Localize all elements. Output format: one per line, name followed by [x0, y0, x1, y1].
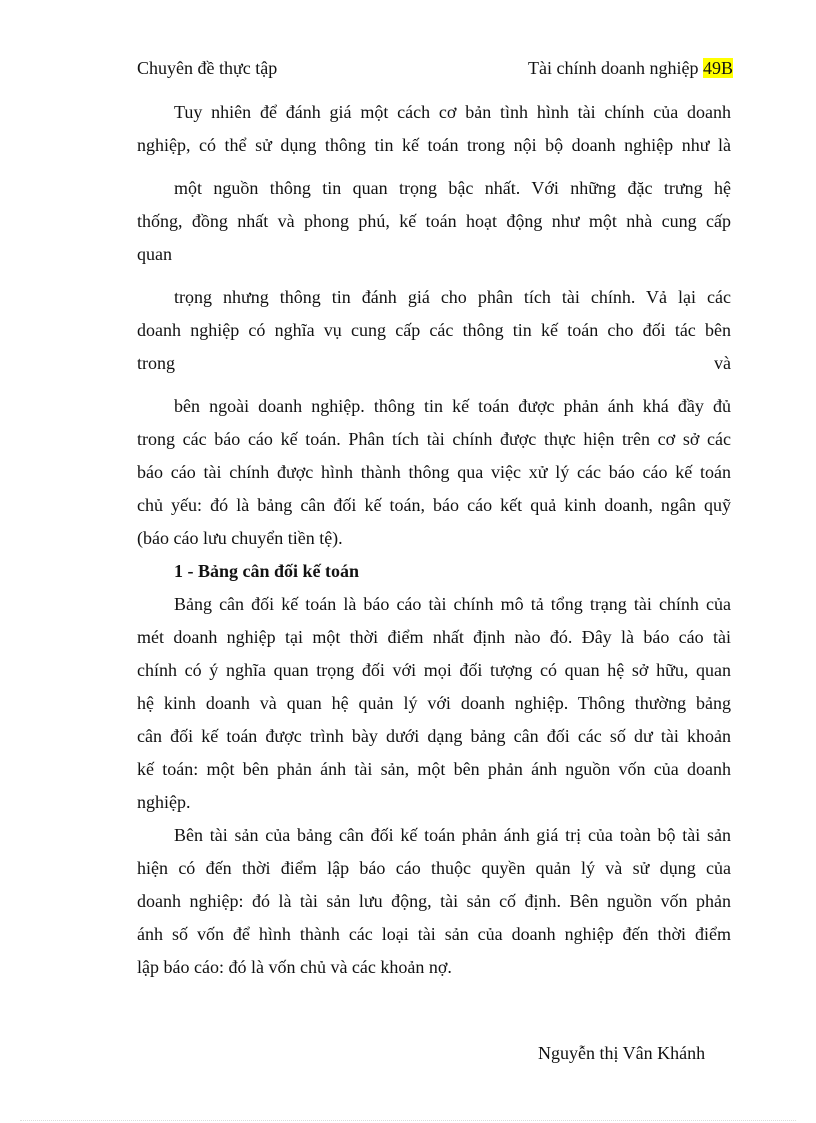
text-line: Bảng cân đối kế toán là báo cáo tài chính mô tả tổng trạng tài chính của	[174, 594, 731, 614]
text-line: quan	[137, 244, 172, 264]
section-heading: 1 - Bảng cân đối kế toán	[174, 561, 360, 581]
text-line: (báo cáo lưu chuyển tiền tệ).	[137, 528, 343, 548]
document-body	[137, 98, 731, 986]
text-line: doanh nghiệp có nghĩa vụ cung cấp các thông tin kế toán cho đối tác bên	[137, 320, 731, 340]
text-line: nghiệp, có thể sử dụng thông tin kế toán trong nội bộ doanh nghiệp như là	[137, 135, 731, 155]
text-line: thống, đồng nhất và phong phú, kế toán hoạt động như một nhà cung cấp	[137, 211, 731, 231]
text-line: bên ngoài doanh nghiệp. thông tin kế toán được phản ánh khá đầy đủ	[174, 396, 731, 416]
text-line: ánh số vốn để hình thành các loại tài sản của doanh nghiệp đến thời điểm	[137, 924, 731, 944]
text-line: mét doanh nghiệp tại một thời điểm nhất định nào đó. Đây là báo cáo tài	[137, 627, 731, 647]
text-line: lập báo cáo: đó là vốn chủ và các khoản nợ.	[137, 957, 452, 977]
text-line: hệ kinh doanh và quan hệ quản lý với doanh nghiệp. Thông thường bảng	[137, 693, 731, 713]
text-line: doanh nghiệp: đó là tài sản lưu động, tài sản cố định. Bên nguồn vốn phản	[137, 891, 731, 911]
text-line-split	[137, 349, 731, 382]
text-fragment-left: trong	[137, 353, 175, 373]
text-line: Bên tài sản của bảng cân đối kế toán phản ánh giá trị của toàn bộ tài sản	[174, 825, 731, 845]
text-line: một nguồn thông tin quan trọng bậc nhất. Với những đặc trưng hệ	[174, 178, 731, 198]
footer-divider	[20, 1120, 796, 1121]
text-fragment-right: và	[714, 353, 731, 373]
text-line: Tuy nhiên để đánh giá một cách cơ bản tình hình tài chính của doanh	[174, 102, 731, 122]
text-line: hiện có đến thời điểm lập báo cáo thuộc quyền quản lý và sử dụng của	[137, 858, 731, 878]
header-highlight: 49B	[702, 58, 733, 78]
text-line: kế toán: một bên phản ánh tài sản, một bên phản ánh nguồn vốn của doanh	[137, 759, 731, 779]
page-footer-author: Nguyễn thị Vân Khánh	[538, 1043, 706, 1063]
text-line: chính có ý nghĩa quan trọng đối với mọi đối tượng có quan hệ sở hữu, quan	[137, 660, 731, 680]
header-right	[528, 58, 733, 79]
header-right-text: Tài chính doanh nghiệp	[528, 58, 703, 78]
text-line: báo cáo tài chính được hình thành thông qua việc xử lý các báo cáo kế toán	[137, 462, 731, 482]
text-line: trọng nhưng thông tin đánh giá cho phân tích tài chính. Vả lại các	[174, 287, 731, 307]
page-header	[137, 58, 733, 82]
text-line: nghiệp.	[137, 792, 191, 812]
header-left: Chuyên đề thực tập	[137, 58, 278, 78]
text-line: chủ yếu: đó là bảng cân đối kế toán, báo cáo kết quả kinh doanh, ngân quỹ	[137, 495, 731, 515]
text-line: trong các báo cáo kế toán. Phân tích tài chính được thực hiện trên cơ sở các	[137, 429, 731, 449]
text-line: cân đối kế toán được trình bày dưới dạng bảng cân đối các số dư tài khoản	[137, 726, 731, 746]
